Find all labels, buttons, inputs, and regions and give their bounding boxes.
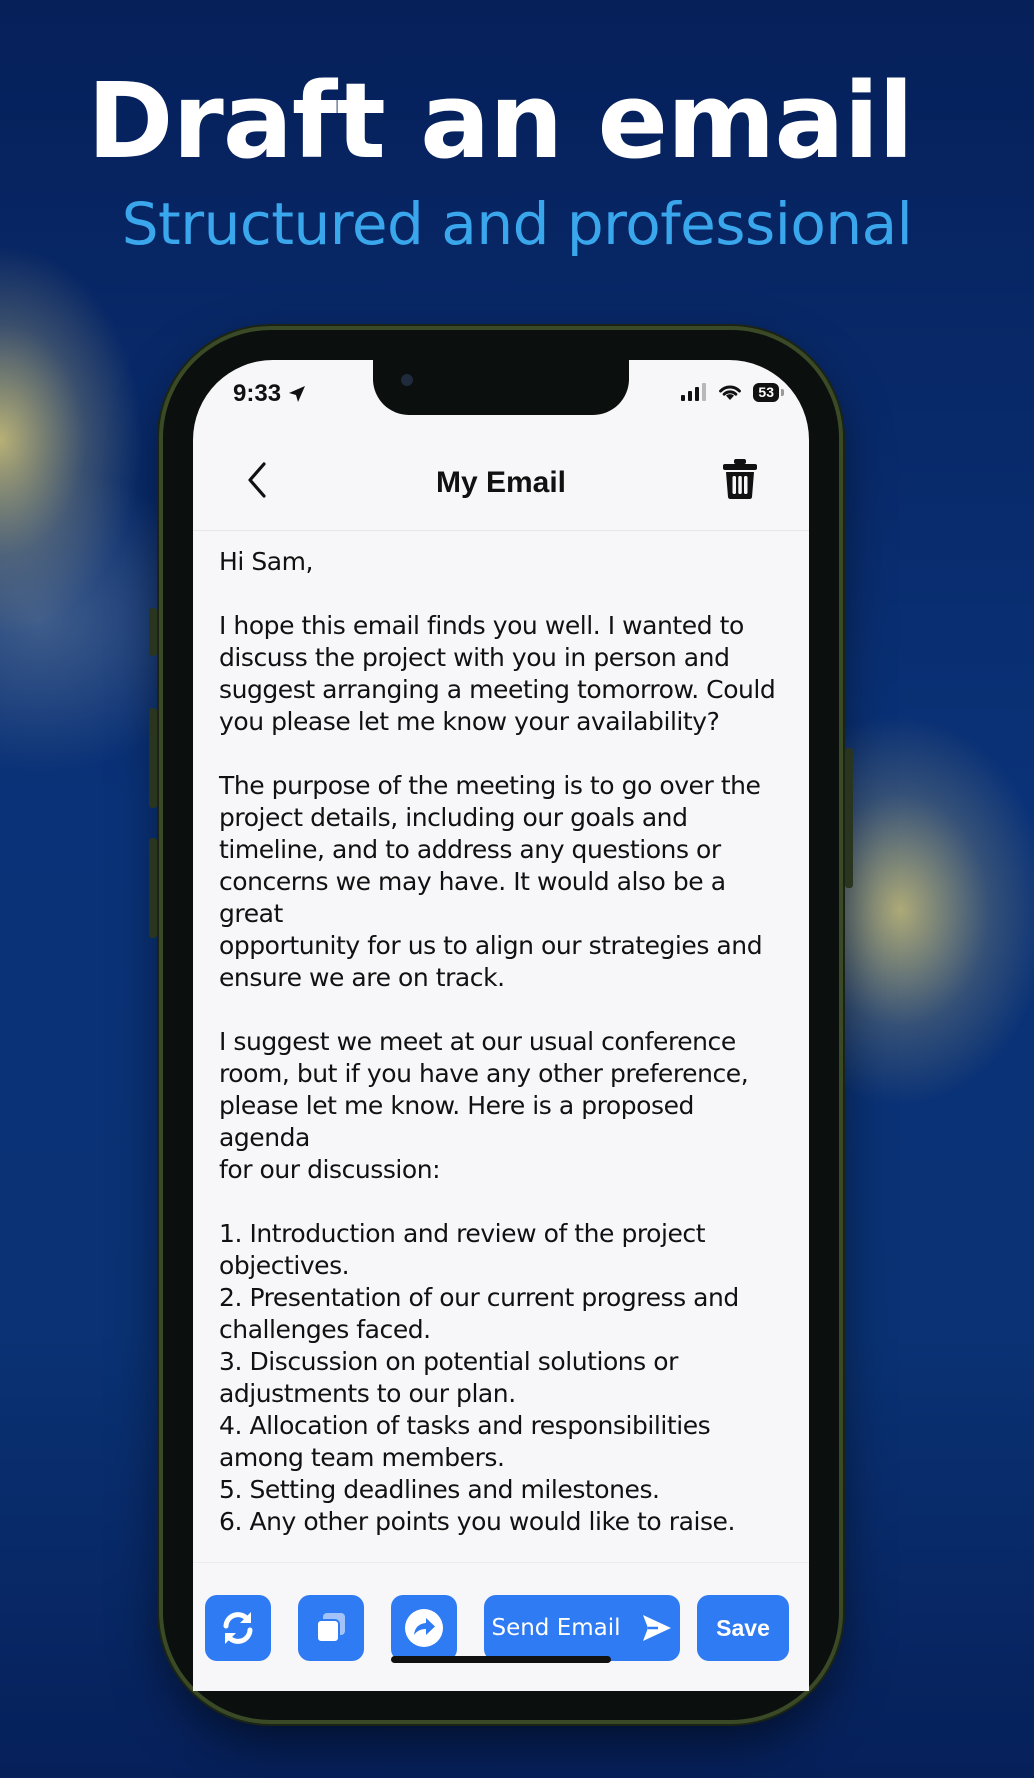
send-arrow-icon (641, 1613, 673, 1643)
battery-icon (753, 383, 779, 402)
agenda-item: 3. Discussion on potential solutions or adjustments to our plan. (219, 1347, 678, 1408)
email-greeting: Hi Sam, (219, 547, 314, 576)
email-paragraph: I hope this email finds you well. I wanted to discuss the project with you in person and suggest arranging a meeting tomorrow. Could you please let me know your availability? (219, 611, 776, 736)
agenda-item: 2. Presentation of our current progress and challenges faced. (219, 1283, 739, 1344)
save-label: Save (716, 1614, 770, 1641)
battery-level: 53 (758, 383, 774, 400)
agenda-item: 5. Setting deadlines and milestones. (219, 1475, 660, 1504)
status-icons (681, 382, 779, 402)
nav-bar (193, 430, 809, 531)
copy-icon (313, 1610, 349, 1646)
trash-icon[interactable] (721, 458, 759, 500)
location-arrow-icon (287, 384, 307, 404)
regenerate-button[interactable] (205, 1595, 271, 1661)
copy-button[interactable] (298, 1595, 364, 1661)
home-indicator[interactable] (391, 1656, 611, 1663)
mute-switch (149, 608, 157, 656)
save-button[interactable] (697, 1595, 789, 1661)
share-icon (403, 1607, 445, 1649)
phone-frame (163, 330, 839, 1720)
volume-down-button (149, 838, 157, 938)
send-email-label: Send Email (491, 1615, 621, 1641)
volume-up-button (149, 708, 157, 808)
status-time (233, 380, 307, 408)
agenda-item: 6. Any other points you would like to raise. (219, 1507, 735, 1536)
front-camera (401, 374, 413, 386)
agenda-item: 1. Introduction and review of the project objectives. (219, 1219, 706, 1280)
email-body[interactable] (219, 546, 789, 1561)
action-toolbar (193, 1562, 809, 1691)
page-title: My Email (435, 466, 567, 499)
send-email-button[interactable] (484, 1595, 680, 1661)
share-button[interactable] (391, 1595, 457, 1661)
status-time-label: 9:33 (233, 380, 282, 407)
cellular-signal-icon (681, 383, 707, 401)
email-paragraph: I suggest we meet at our usual conference room, but if you have any other preference, please let me know. Here is a proposed agenda for our discussion: (219, 1027, 749, 1184)
promo-headline: Draft an email (87, 60, 913, 182)
phone-screen (193, 360, 809, 1690)
power-button (845, 748, 853, 888)
agenda-item: 4. Allocation of tasks and responsibilities among team members. (219, 1411, 711, 1472)
refresh-icon (219, 1609, 257, 1647)
agenda-list (219, 1218, 789, 1538)
wifi-icon (717, 382, 743, 402)
notch (373, 360, 629, 415)
email-paragraph: The purpose of the meeting is to go over the project details, including our goals and timeline, and to address any questions or concerns we may have. It would also be a great opportunity for us to align our strategies and ensure we are on track. (219, 771, 763, 992)
promo-subheadline: Structured and professional (121, 190, 913, 258)
